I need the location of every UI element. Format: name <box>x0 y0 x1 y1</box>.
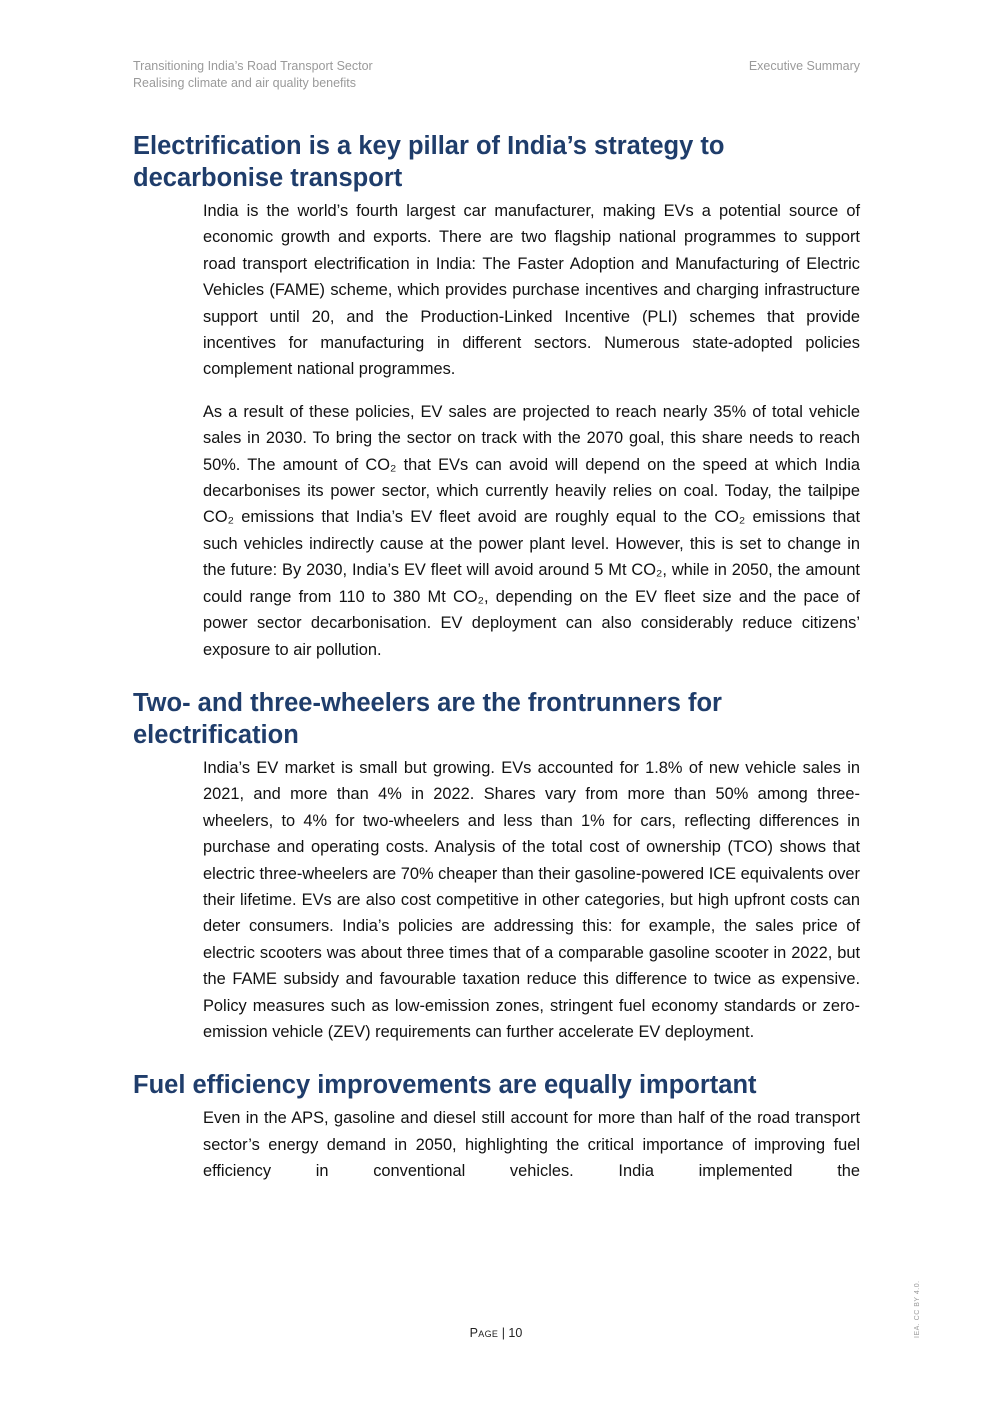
header-section-name: Executive Summary <box>748 59 860 73</box>
section-heading: Fuel efficiency improvements are equally important <box>133 1071 757 1100</box>
section-two-three-wheelers <box>133 687 860 1045</box>
section-electrification <box>133 130 860 663</box>
section-heading: Two- and three-wheelers are the frontrunners for electrification <box>133 688 722 749</box>
section-fuel-efficiency <box>133 1069 860 1184</box>
paragraph: As a result of these policies, EV sales are projected to reach nearly 35% of total vehicle sales in 2030. To bring the sector on track with the 2070 goal, this share needs to reach 50%. The amount of CO₂ that EVs can avoid will depend on the speed at which India decarbonises its power sector, which currently heavily relies on coal. Today, the tailpipe CO₂ emissions that India’s EV fleet avoid are roughly equal to the CO₂ emissions that such vehicles indirectly cause at the power plant level. However, this is set to change in the future: By 2030, India’s EV fleet will avoid around 5 Mt CO₂, while in 2050, the amount could range from 110 to 380 Mt CO₂, depending on the EV fleet size and the pace of power sector decarbonisation. EV deployment can also considerably reduce citizens’ exposure to air pollution. <box>203 402 860 659</box>
header-report-subtitle: Realising climate and air quality benefits <box>133 76 357 90</box>
page-label: Page <box>469 1326 499 1340</box>
page-footer <box>0 1326 992 1340</box>
main-content <box>133 130 860 1185</box>
paragraph: Even in the APS, gasoline and diesel still account for more than half of the road transport sector’s energy demand in 2050, highlighting the critical importance of improving fuel efficiency in conventional vehicles. India implemented the <box>203 1109 860 1181</box>
header-report-title: Transitioning India’s Road Transport Sector <box>133 59 373 73</box>
paragraph: India’s EV market is small but growing. EVs accounted for 1.8% of new vehicle sales in 2021, and more than 4% in 2022. Shares vary from more than 50% among three-wheelers, to 4% for two-wheelers and less than 1% for cars, reflecting differences in purchase and operating costs. Analysis of the total cost of ownership (TCO) shows that electric three-wheelers are 70% cheaper than their gasoline-powered ICE equivalents over their lifetime. EVs are also cost competitive in other categories, but high upfront costs can deter consumers. India’s policies are addressing this: for example, the sales price of electric scooters was about three times that of a comparable gasoline scooter in 2022, but the FAME subsidy and favourable taxation reduce this difference to twice as expensive. Policy measures such as low-emission zones, stringent fuel economy standards or zero-emission vehicle (ZEV) requirements can further accelerate EV deployment. <box>203 758 860 1041</box>
page-number: 10 <box>508 1326 523 1340</box>
page-separator: | <box>501 1326 505 1340</box>
section-heading: Electrification is a key pillar of India’s strategy to decarbonise transport <box>133 132 725 192</box>
license-notice: IEA. CC BY 4.0. <box>914 1280 921 1338</box>
header-left <box>133 58 373 92</box>
paragraph: India is the world’s fourth largest car manufacturer, making EVs a potential source of economic growth and exports. There are two flagship national programmes to support road transport electrification in India: The Faster Adoption and Manufacturing of Electric Vehicles (FAME) scheme, which provides purchase incentives and charging infrastructure support until 20, and the Production-Linked Incentive (PLI) schemes that provide incentives for manufacturing in different sectors. Numerous state-adopted policies complement national programmes. <box>203 202 860 379</box>
